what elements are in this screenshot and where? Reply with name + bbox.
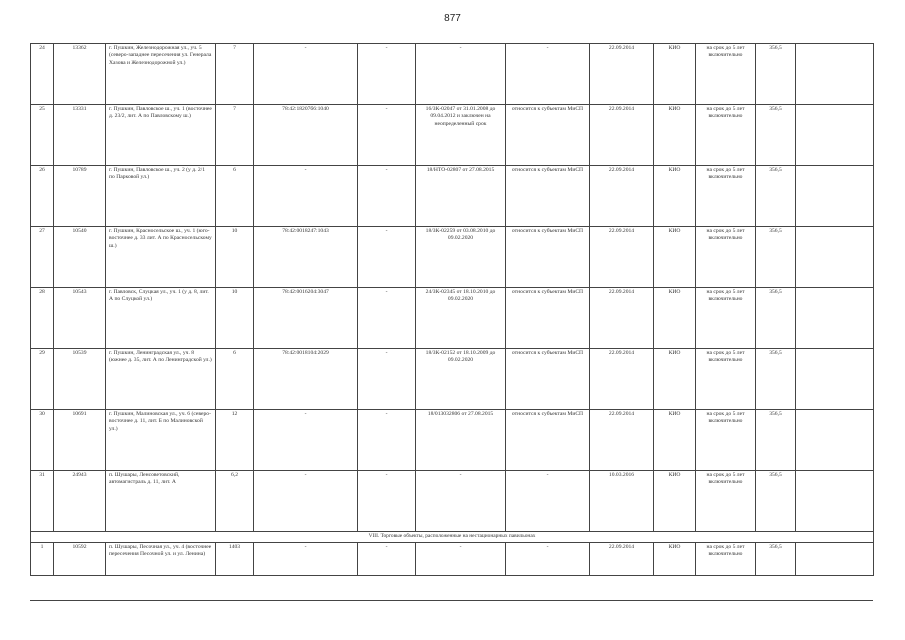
registry-table bbox=[30, 43, 874, 576]
empty-cell-cell bbox=[796, 227, 874, 288]
floors-cell: 10 bbox=[216, 288, 254, 349]
term-cell: на срок до 5 лет включительно bbox=[696, 471, 756, 532]
organization-cell: КИО bbox=[654, 543, 696, 576]
rate-cell: 356,5 bbox=[756, 288, 796, 349]
organization-cell: КИО bbox=[654, 166, 696, 227]
object-code-cell: 10691 bbox=[54, 410, 106, 471]
note-cell: относится к субъектам МиСП bbox=[506, 410, 590, 471]
rate-cell: 356,5 bbox=[756, 410, 796, 471]
term-cell: на срок до 5 лет включительно bbox=[696, 166, 756, 227]
agreement-cell: 24/ЗК-02345 от 18.10.2010 до 09.02.2020 bbox=[416, 288, 506, 349]
empty-cell-cell bbox=[796, 105, 874, 166]
object-code-cell: 10789 bbox=[54, 166, 106, 227]
cadastral-number-cell: 78:42:0018104:2029 bbox=[254, 349, 358, 410]
agreement-cell: 18/013032806 от 27.08.2015 bbox=[416, 410, 506, 471]
empty-cell-cell bbox=[796, 44, 874, 105]
dash-cell-cell: - bbox=[358, 349, 416, 410]
empty-cell-cell bbox=[796, 166, 874, 227]
cadastral-number-cell: - bbox=[254, 543, 358, 576]
dash-cell-cell: - bbox=[358, 105, 416, 166]
table-row bbox=[31, 105, 874, 166]
organization-cell: КИО bbox=[654, 227, 696, 288]
term-cell: на срок до 5 лет включительно bbox=[696, 410, 756, 471]
cadastral-number-cell: - bbox=[254, 166, 358, 227]
object-code-cell: 10539 bbox=[54, 349, 106, 410]
cadastral-number-cell: 78:42:0016204:3047 bbox=[254, 288, 358, 349]
address-cell: г. Пушкин, Ленинградская ул., уч. 8 (южнее д. 35, лит. А по Ленинградской ул.) bbox=[106, 349, 216, 410]
note-cell: - bbox=[506, 543, 590, 576]
date-cell: 22.09.2014 bbox=[590, 105, 654, 166]
agreement-cell: 16/ЗК-02047 от 31.01.2008 до 09.04.2012 и заключен на неопределенный срок bbox=[416, 105, 506, 166]
address-cell: г. Павловск, Слуцкая ул., уч. 1 (у д. 8, лит. А по Слуцкой ул.) bbox=[106, 288, 216, 349]
agreement-cell: - bbox=[416, 44, 506, 105]
dash-cell-cell: - bbox=[358, 227, 416, 288]
empty-cell-cell bbox=[796, 410, 874, 471]
organization-cell: КИО bbox=[654, 410, 696, 471]
agreement-cell: 18/ЗК-02259 от 03.08.2010 до 09.02.2020 bbox=[416, 227, 506, 288]
note-cell: относится к субъектам МиСП bbox=[506, 349, 590, 410]
floors-cell: 6,2 bbox=[216, 471, 254, 532]
empty-cell-cell bbox=[796, 288, 874, 349]
date-cell: 22.09.2014 bbox=[590, 349, 654, 410]
table-row bbox=[31, 44, 874, 105]
row-number-cell: 25 bbox=[31, 105, 54, 166]
term-cell: на срок до 5 лет включительно bbox=[696, 44, 756, 105]
address-cell: г. Пушкин, Железнодорожная ул., уч. 5 (северо-западнее пересечения ул. Генерала Хазова и Железнодорожной ул.) bbox=[106, 44, 216, 105]
date-cell: 10.03.2016 bbox=[590, 471, 654, 532]
table-row bbox=[31, 349, 874, 410]
address-cell: г. Пушкин, Павловское ш., уч. 1 (восточнее д. 23/2, лит. А по Павловскому ш.) bbox=[106, 105, 216, 166]
row-number-cell: 26 bbox=[31, 166, 54, 227]
dash-cell-cell: - bbox=[358, 44, 416, 105]
table-row bbox=[31, 471, 874, 532]
row-number-cell: 31 bbox=[31, 471, 54, 532]
address-cell: п. Шушары, Ленсоветовский, автомагистраль д. 11, лит. А bbox=[106, 471, 216, 532]
rate-cell: 356,5 bbox=[756, 227, 796, 288]
cadastral-number-cell: 78:42:18207б6:1040 bbox=[254, 105, 358, 166]
term-cell: на срок до 5 лет включительно bbox=[696, 288, 756, 349]
address-cell: г. Пушкин, Красносельское ш., уч. 1 (юго-восточнее д. 33 лит. А по Красносельскому ш.) bbox=[106, 227, 216, 288]
cadastral-number-cell: - bbox=[254, 44, 358, 105]
rate-cell: 356,5 bbox=[756, 543, 796, 576]
row-number-cell: 1 bbox=[31, 543, 54, 576]
rate-cell: 356,5 bbox=[756, 44, 796, 105]
dash-cell-cell: - bbox=[358, 410, 416, 471]
floors-cell: 1403 bbox=[216, 543, 254, 576]
object-code-cell: 10592 bbox=[54, 543, 106, 576]
rate-cell: 356,5 bbox=[756, 349, 796, 410]
note-cell: относится к субъектам МиСП bbox=[506, 166, 590, 227]
dash-cell-cell: - bbox=[358, 471, 416, 532]
cadastral-number-cell: - bbox=[254, 471, 358, 532]
agreement-cell: 18/ЗК-02152 от 18.10.2009 до 09.02.2020 bbox=[416, 349, 506, 410]
floors-cell: 6 bbox=[216, 349, 254, 410]
table-row bbox=[31, 543, 874, 576]
floors-cell: 12 bbox=[216, 410, 254, 471]
address-cell: г. Пушкин, Малиновская ул., уч. 6 (северо-восточнее д. 11, лит. Б по Малиновской ул.) bbox=[106, 410, 216, 471]
term-cell: на срок до 5 лет включительно bbox=[696, 227, 756, 288]
row-number-cell: 29 bbox=[31, 349, 54, 410]
object-code-cell: 13362 bbox=[54, 44, 106, 105]
rate-cell: 356,5 bbox=[756, 471, 796, 532]
dash-cell-cell: - bbox=[358, 166, 416, 227]
note-cell: относится к субъектам МиСП bbox=[506, 227, 590, 288]
empty-cell-cell bbox=[796, 349, 874, 410]
object-code-cell: 10540 bbox=[54, 227, 106, 288]
table-row bbox=[31, 410, 874, 471]
term-cell: на срок до 5 лет включительно bbox=[696, 105, 756, 166]
dash-cell-cell: - bbox=[358, 543, 416, 576]
agreement-cell: - bbox=[416, 471, 506, 532]
floors-cell: 6 bbox=[216, 166, 254, 227]
date-cell: 22.09.2014 bbox=[590, 288, 654, 349]
empty-cell-cell bbox=[796, 543, 874, 576]
organization-cell: КИО bbox=[654, 471, 696, 532]
table-row bbox=[31, 288, 874, 349]
note-cell: - bbox=[506, 44, 590, 105]
organization-cell: КИО bbox=[654, 105, 696, 166]
address-cell: п. Шушары, Песочная ул., уч. 4 (восточнее пересечения Песочной ул. и ул. Ленина) bbox=[106, 543, 216, 576]
date-cell: 22.09.2014 bbox=[590, 44, 654, 105]
row-number-cell: 27 bbox=[31, 227, 54, 288]
note-cell: относится к субъектам МиСП bbox=[506, 105, 590, 166]
date-cell: 22.09.2014 bbox=[590, 410, 654, 471]
term-cell: на срок до 5 лет включительно bbox=[696, 543, 756, 576]
cadastral-number-cell: 78:42:0018247:1043 bbox=[254, 227, 358, 288]
organization-cell: КИО bbox=[654, 44, 696, 105]
object-code-cell: 24943 bbox=[54, 471, 106, 532]
agreement-cell: - bbox=[416, 543, 506, 576]
organization-cell: КИО bbox=[654, 349, 696, 410]
row-number-cell: 24 bbox=[31, 44, 54, 105]
empty-cell-cell bbox=[796, 471, 874, 532]
object-code-cell: 13331 bbox=[54, 105, 106, 166]
floors-cell: 10 bbox=[216, 227, 254, 288]
floors-cell: 7 bbox=[216, 105, 254, 166]
date-cell: 22.09.2014 bbox=[590, 543, 654, 576]
floors-cell: 7 bbox=[216, 44, 254, 105]
page-number: 877 bbox=[444, 13, 461, 24]
rate-cell: 356,5 bbox=[756, 166, 796, 227]
row-number-cell: 28 bbox=[31, 288, 54, 349]
date-cell: 22.09.2014 bbox=[590, 227, 654, 288]
cadastral-number-cell: - bbox=[254, 410, 358, 471]
dash-cell-cell: - bbox=[358, 288, 416, 349]
agreement-cell: 18/НТО-02807 от 27.08.2015 bbox=[416, 166, 506, 227]
object-code-cell: 10543 bbox=[54, 288, 106, 349]
note-cell: относится к субъектам МиСП bbox=[506, 288, 590, 349]
section-header-row bbox=[31, 532, 874, 543]
organization-cell: КИО bbox=[654, 288, 696, 349]
table-row bbox=[31, 166, 874, 227]
note-cell: - bbox=[506, 471, 590, 532]
row-number-cell: 30 bbox=[31, 410, 54, 471]
table-row bbox=[31, 227, 874, 288]
table-bottom-edge bbox=[30, 600, 873, 601]
section-title: VIII. Торговые объекты, расположенные на нестационарных павильонах bbox=[31, 532, 874, 543]
rate-cell: 356,5 bbox=[756, 105, 796, 166]
date-cell: 22.09.2014 bbox=[590, 166, 654, 227]
address-cell: г. Пушкин, Павловское ш., уч. 2 (у д. 2/1 по Парковой ул.) bbox=[106, 166, 216, 227]
term-cell: на срок до 5 лет включительно bbox=[696, 349, 756, 410]
